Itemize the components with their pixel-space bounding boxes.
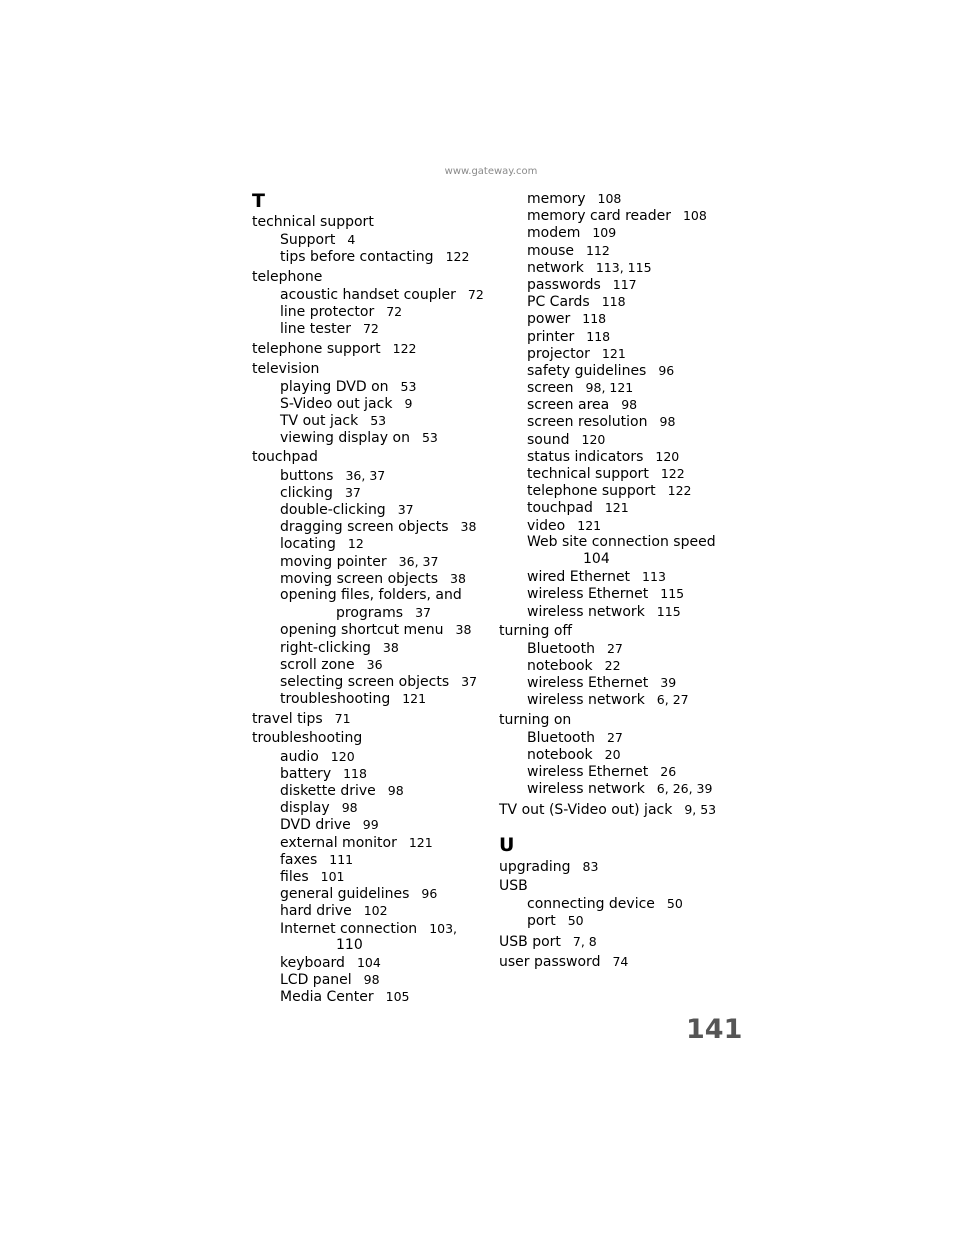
index-page-ref: 36	[366, 656, 383, 672]
index-term: printer	[527, 328, 575, 345]
index-term: mouse	[527, 242, 574, 259]
index-subentry	[499, 499, 749, 516]
index-term: memory	[527, 191, 586, 207]
index-page-ref: 103,	[429, 920, 458, 936]
index-term: telephone support	[252, 341, 381, 358]
index-term: clicking	[280, 484, 333, 501]
index-term: locating	[280, 536, 336, 553]
index-page-ref: 36, 37	[398, 553, 439, 569]
index-subentry	[252, 231, 502, 248]
index-page-ref: 9, 53	[684, 801, 717, 817]
index-page-ref: 83	[582, 858, 599, 874]
index-page-ref: 20	[604, 747, 621, 762]
index-term: telephone support	[527, 483, 656, 500]
index-page-ref: 121	[408, 834, 433, 850]
index-term: modem	[527, 225, 581, 242]
index-page-ref: 102	[363, 903, 388, 919]
index-term: safety guidelines	[527, 362, 647, 379]
index-page-ref: 6, 27	[656, 692, 689, 708]
index-term: DVD drive	[280, 817, 351, 834]
index-page-ref: 98	[387, 783, 404, 798]
index-subentry	[252, 816, 502, 833]
index-letter-heading: T	[252, 190, 265, 212]
index-term: LCD panel	[280, 972, 352, 989]
index-subentry	[252, 535, 502, 552]
index-subentry	[499, 207, 749, 224]
index-page-ref: 39	[660, 675, 677, 691]
index-term: screen	[527, 380, 574, 397]
index-page-ref: 6, 26, 39	[656, 781, 713, 797]
index-page-ref: 27	[606, 729, 623, 745]
index-page-ref: 4	[347, 232, 356, 248]
index-subentry	[252, 799, 502, 816]
index-subentry	[252, 834, 502, 851]
index-term: memory card reader	[527, 208, 671, 225]
index-term: video	[527, 517, 566, 534]
index-subentry	[252, 286, 502, 303]
index-term: Bluetooth	[527, 729, 595, 746]
index-term: troubleshooting	[252, 730, 363, 747]
index-term: wireless Ethernet	[527, 675, 649, 692]
index-term: opening files, folders, and	[280, 586, 462, 603]
index-entry	[499, 623, 749, 640]
index-subentry	[499, 379, 749, 396]
index-subentry	[252, 971, 502, 988]
index-column-left	[252, 190, 502, 1005]
index-term: power	[527, 311, 571, 328]
index-page-ref: 104	[356, 954, 381, 970]
index-subentry	[252, 673, 502, 690]
index-term: sound	[527, 431, 570, 448]
index-entry	[499, 878, 749, 895]
index-page-ref: 12	[347, 536, 364, 552]
index-entry	[499, 801, 749, 818]
index-page-ref: 117	[612, 276, 637, 292]
index-term: dragging screen objects	[280, 519, 449, 536]
index-term: technical support	[252, 214, 374, 230]
index-page-ref: 38	[450, 570, 466, 586]
index-entry	[252, 449, 502, 466]
index-entry	[499, 712, 749, 729]
index-subentry	[252, 429, 502, 446]
index-subentry	[499, 640, 749, 657]
index-subentry	[252, 765, 502, 782]
index-subentry	[499, 691, 749, 708]
index-term: wireless Ethernet	[527, 586, 649, 603]
index-subentry	[499, 585, 749, 602]
index-subentry	[499, 293, 749, 310]
index-page-ref: 121	[577, 517, 602, 533]
index-page-ref: 121	[604, 500, 629, 516]
index-term: 110	[336, 936, 363, 953]
index-term: hard drive	[280, 903, 352, 920]
index-page-ref: 121	[402, 691, 427, 707]
index-subentry	[499, 345, 749, 362]
index-term: keyboard	[280, 954, 345, 971]
index-subentry	[499, 603, 749, 620]
index-term: playing DVD on	[280, 378, 389, 395]
index-entry	[252, 214, 502, 231]
index-subentry	[252, 639, 502, 656]
index-term: double-clicking	[280, 502, 386, 518]
index-column-right	[499, 190, 749, 970]
index-term: diskette drive	[280, 783, 376, 799]
index-term: Bluetooth	[527, 640, 595, 657]
index-page-ref: 101	[320, 868, 345, 884]
index-subentry	[499, 912, 749, 929]
index-page-ref: 22	[604, 658, 621, 674]
index-term: telephone	[252, 268, 323, 285]
index-term: Support	[280, 232, 336, 249]
index-subentry	[499, 729, 749, 746]
index-term: screen area	[527, 397, 610, 414]
index-term: upgrading	[499, 858, 571, 875]
index-page-ref: 72	[386, 303, 403, 319]
index-page-ref: 115	[656, 603, 681, 619]
index-entry	[252, 269, 502, 286]
index-entry	[252, 730, 502, 747]
index-subentry	[499, 259, 749, 276]
index-page-ref: 53	[421, 430, 438, 446]
index-term: touchpad	[527, 500, 593, 517]
page-number: 141	[686, 1014, 743, 1045]
index-term: USB port	[499, 933, 561, 950]
index-term: turning on	[499, 711, 572, 728]
index-page-ref: 50	[567, 913, 584, 929]
index-page-ref: 37	[461, 673, 478, 689]
index-page-ref: 37	[415, 605, 431, 621]
index-term: line protector	[280, 303, 375, 320]
index-term: S-Video out jack	[280, 395, 393, 412]
index-term: passwords	[527, 276, 601, 293]
index-page-ref: 115	[660, 586, 685, 602]
index-page-ref: 118	[586, 328, 611, 344]
index-page-ref: 99	[362, 817, 379, 833]
index-page-ref: 120	[581, 431, 606, 447]
index-term: touchpad	[252, 449, 318, 466]
index-page-ref: 27	[606, 640, 623, 656]
index-subentry	[499, 224, 749, 241]
index-letter-heading: U	[499, 833, 515, 856]
index-page-ref: 74	[612, 953, 629, 969]
index-term: travel tips	[252, 711, 323, 728]
index-page-ref: 98, 121	[585, 380, 634, 396]
index-term: USB	[499, 877, 528, 894]
index-term: moving screen objects	[280, 570, 439, 587]
index-page-ref: 122	[667, 483, 692, 499]
index-subentry	[499, 362, 749, 379]
index-page-ref: 118	[601, 294, 626, 310]
index-entry	[252, 361, 502, 378]
index-subentry	[252, 570, 502, 587]
index-subentry	[252, 782, 502, 799]
index-subentry	[252, 851, 502, 868]
index-subentry	[499, 763, 749, 780]
index-page-ref: 7, 8	[572, 933, 597, 949]
index-page-ref: 108	[682, 208, 707, 224]
index-subentry	[252, 748, 502, 765]
index-page-ref: 98	[341, 800, 358, 816]
index-subentry	[499, 413, 749, 430]
index-page-ref: 109	[592, 225, 617, 241]
index-term: troubleshooting	[280, 691, 391, 708]
index-subentry	[252, 868, 502, 885]
index-term: TV out jack	[280, 413, 359, 430]
index-subentry	[252, 378, 502, 395]
index-page-ref: 120	[655, 448, 680, 464]
index-term: scroll zone	[280, 656, 355, 673]
index-term: notebook	[527, 658, 593, 675]
index-entry	[252, 710, 502, 727]
index-page-ref: 38	[460, 519, 477, 535]
index-subentry	[252, 518, 502, 535]
index-subentry	[499, 517, 749, 534]
index-subentry	[499, 276, 749, 293]
index-subentry	[252, 412, 502, 429]
index-term: status indicators	[527, 448, 644, 465]
index-term: screen resolution	[527, 414, 648, 431]
index-term: user password	[499, 953, 601, 970]
index-page-ref: 38	[455, 622, 472, 638]
index-page-ref: 121	[601, 345, 626, 361]
index-term: files	[280, 868, 309, 885]
index-subentry	[252, 553, 502, 570]
index-page-ref: 9	[404, 395, 413, 411]
index-page-ref: 118	[343, 765, 367, 781]
index-continuation	[252, 604, 502, 621]
index-subentry	[252, 303, 502, 320]
index-subentry	[499, 190, 749, 207]
index-page-ref: 113	[642, 569, 666, 585]
index-subentry	[252, 988, 502, 1005]
index-page-ref: 98	[621, 397, 638, 413]
index-page-ref: 72	[467, 286, 484, 302]
index-subentry	[499, 746, 749, 763]
index-subentry	[252, 587, 502, 604]
index-subentry	[499, 674, 749, 691]
index-page-ref: 38	[382, 639, 399, 655]
index-page-ref: 113, 115	[595, 259, 652, 275]
index-term: Media Center	[280, 989, 374, 1006]
index-subentry	[499, 895, 749, 912]
index-page-ref: 122	[392, 341, 417, 357]
index-term: technical support	[527, 466, 649, 482]
index-term: network	[527, 259, 584, 276]
index-term: acoustic handset coupler	[280, 286, 456, 303]
index-term: Internet connection	[280, 920, 418, 937]
index-term: opening shortcut menu	[280, 622, 444, 639]
index-subentry	[252, 501, 502, 518]
index-subentry	[499, 310, 749, 327]
index-page-ref: 53	[400, 378, 417, 394]
index-page-ref: 72	[362, 321, 379, 337]
index-term: audio	[280, 748, 319, 765]
index-term: faxes	[280, 851, 318, 868]
index-term: television	[252, 360, 320, 377]
index-page-ref: 26	[660, 764, 677, 780]
index-page-ref: 96	[421, 886, 438, 902]
index-subentry	[252, 902, 502, 919]
index-term: notebook	[527, 747, 593, 763]
index-page-ref: 118	[582, 311, 607, 327]
index-subentry	[252, 690, 502, 707]
index-page-ref: 111	[329, 851, 354, 867]
index-subentry	[499, 657, 749, 674]
index-term: TV out (S-Video out) jack	[499, 801, 673, 818]
index-page-ref: 112	[585, 242, 610, 258]
index-subentry	[252, 621, 502, 638]
index-term: wireless network	[527, 781, 645, 798]
index-page-ref: 122	[445, 249, 470, 265]
index-term: PC Cards	[527, 294, 590, 311]
index-page-ref: 36, 37	[345, 467, 386, 483]
index-page-ref: 98	[659, 414, 676, 430]
index-continuation	[252, 937, 502, 954]
index-page-ref: 122	[660, 466, 685, 481]
index-subentry	[499, 482, 749, 499]
index-page-ref: 98	[363, 972, 380, 988]
index-term: wireless Ethernet	[527, 764, 649, 781]
index-term: display	[280, 800, 330, 817]
index-term: wireless network	[527, 692, 645, 709]
index-entry	[499, 933, 749, 950]
index-subentry	[499, 328, 749, 345]
index-subentry	[499, 396, 749, 413]
index-term: wireless network	[527, 603, 645, 620]
index-page-ref: 120	[330, 748, 355, 764]
index-term: line tester	[280, 321, 351, 338]
index-subentry	[499, 780, 749, 797]
index-term: viewing display on	[280, 430, 410, 447]
index-continuation	[499, 551, 749, 568]
index-subentry	[252, 656, 502, 673]
index-subentry	[252, 395, 502, 412]
index-term: general guidelines	[280, 886, 410, 903]
index-page-ref: 50	[666, 896, 683, 912]
index-subentry	[252, 885, 502, 902]
index-term: moving pointer	[280, 553, 387, 570]
index-subentry	[499, 242, 749, 259]
index-subentry	[499, 431, 749, 448]
index-term: programs	[336, 605, 404, 622]
index-term: external monitor	[280, 834, 397, 851]
index-subentry	[252, 248, 502, 265]
index-subentry	[499, 448, 749, 465]
index-page-ref: 53	[370, 413, 387, 429]
index-term: wired Ethernet	[527, 569, 631, 586]
index-page-ref: 96	[658, 362, 675, 378]
index-page-ref: 37	[397, 502, 414, 517]
index-page-ref: 37	[344, 484, 361, 500]
index-page-ref: 71	[334, 711, 351, 727]
index-subentry	[499, 465, 749, 482]
index-subentry	[252, 920, 502, 937]
index-term: battery	[280, 765, 332, 782]
index-term: 104	[583, 550, 610, 567]
index-term: turning off	[499, 622, 573, 639]
header-url: www.gateway.com	[444, 166, 538, 177]
index-term: Web site connection speed	[527, 533, 716, 550]
index-term: connecting device	[527, 896, 655, 913]
index-term: right-clicking	[280, 639, 371, 656]
index-page-ref: 105	[385, 989, 410, 1005]
index-subentry	[499, 568, 749, 585]
index-term: selecting screen objects	[280, 673, 450, 690]
index-entry	[499, 858, 749, 875]
index-page-ref: 108	[597, 191, 622, 206]
index-entry	[499, 953, 749, 970]
index-subentry	[252, 484, 502, 501]
index-subentry	[499, 534, 749, 551]
index-subentry	[252, 320, 502, 337]
index-term: tips before contacting	[280, 249, 434, 266]
index-term: buttons	[280, 467, 334, 484]
index-entry	[252, 340, 502, 357]
index-subentry	[252, 467, 502, 484]
index-subentry	[252, 954, 502, 971]
index-term: projector	[527, 345, 590, 362]
index-term: port	[527, 913, 556, 930]
